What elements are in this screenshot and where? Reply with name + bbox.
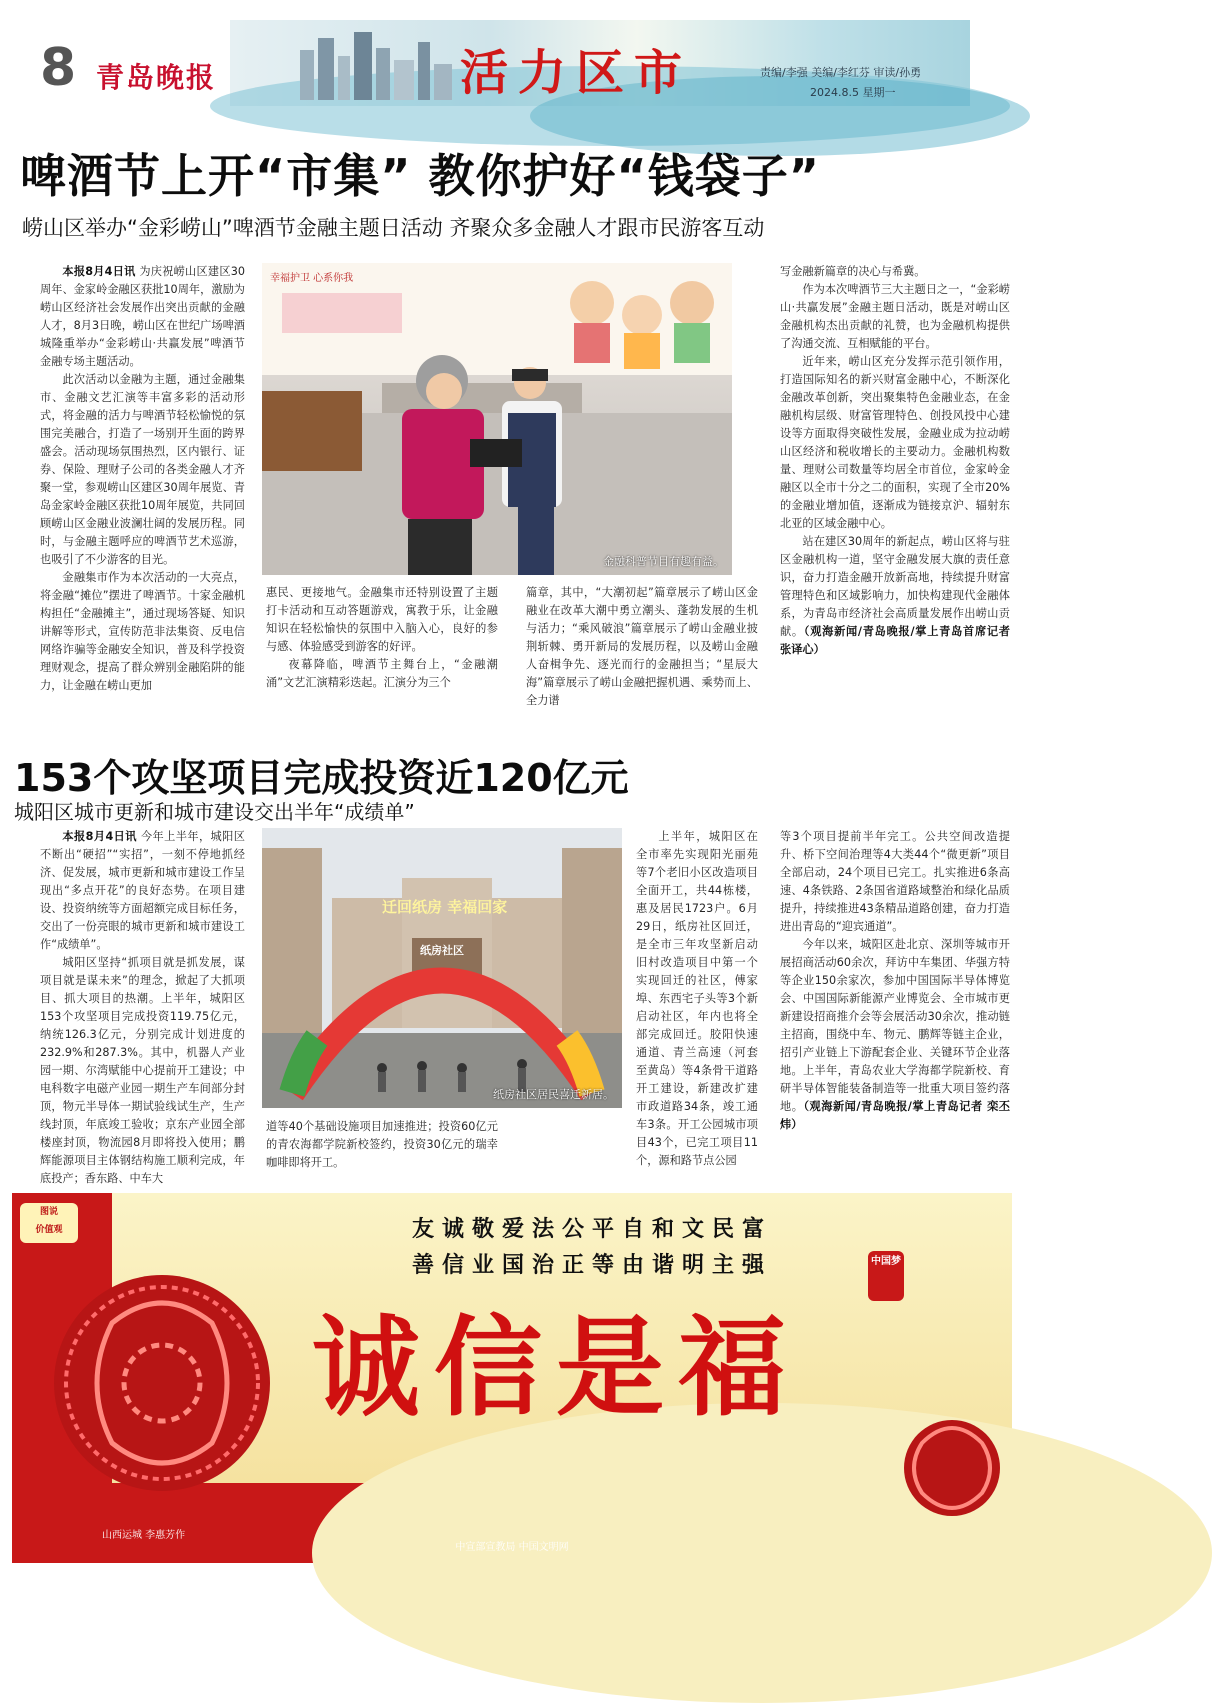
papercut-small-artwork: [902, 1403, 1002, 1533]
values-line-1: 友诚敬爱法公平自和文民富: [412, 1216, 773, 1242]
paragraph-text: 等3个项目提前半年完工。公共空间改造提升、桥下空间治理等4大类44个“微更新”项目全部启动，24个项目已完工。扎实推进6条高速、4条铁路、2条国省道路域整治和绿化品质提升，持续推进43条精品道路创建，奋力打造进出青岛的“迎宾通道”。: [780, 830, 1010, 933]
dateline: 本报8月4日讯: [62, 265, 136, 278]
ad-slogan: 诚信是福: [312, 1306, 801, 1431]
article2-subhead: 城阳区城市更新和城市建设交出半年“成绩单”: [14, 800, 415, 824]
article2-headline: 153个攻坚项目完成投资近120亿元: [14, 756, 629, 800]
ad-cream-arc: [312, 1403, 1212, 1703]
article2-byline: （观海新闻/青岛晚报/掌上青岛记者 栾丕炜）: [780, 1100, 1010, 1131]
paragraph: [40, 569, 245, 695]
masthead: [0, 0, 1024, 115]
paragraph: [780, 263, 1010, 281]
section-title: 活力区市: [460, 45, 693, 101]
paragraph-text: 近年来，崂山区充分发挥示范引领作用，打造国际知名的新兴财富金融中心，不断深化金融改革创新，突出聚集特色金融业态，在金融机构层级、财富管理特色、创投风投中心建设等方面取得突破性发展，金融业成为拉动崂山区经济和税收增长的主要动力。金融机构数量、理财公司数量等均居全市首位，金家岭金融区以全市十分之二的面积，实现了全市20%的金融业增加值，逐渐成为链接京沪、辐射东北亚的区域金融中心。: [780, 355, 1010, 530]
public-service-ad: [12, 1193, 1012, 1563]
paragraph-text: 上半年，城阳区在全市率先实现阳光丽苑等7个老旧小区改造项目全面开工，共44栋楼，惠及居民1723户。6月29日，纸房社区回迁，是全市三年攻坚新启动旧村改造项目中第一个实现回迁的社区，傅家埠、东西宅子头等3个新启动社区，年内也将全部完成回迁。胶阳快速通道、青兰高速（河套至黄岛）等4条骨干道路开工建设，新建改扩建市政道路34条，竣工通车3条。开工公园城市项目43个，已完工项目11个，源和路节点公园: [636, 830, 758, 1167]
logo-top-text: 图说: [39, 1207, 58, 1217]
article1-column-2: [266, 584, 498, 714]
paragraph: [780, 353, 1010, 533]
paragraph-text: 篇章，其中，“大潮初起”篇章展示了崂山区金融业在改革大潮中勇立潮头、蓬勃发展的生机与活力；“乘风破浪”篇章展示了崂山金融业披荆斩棘、勇开新局的发展历程，以及崂山金融人奋楫争先、逐光而行的金融担当；“星辰大海”篇章展示了崂山金融把握机遇、乘势而上、全力谱: [526, 586, 758, 707]
newspaper-name: 青岛晚报: [96, 61, 217, 94]
article1-column-1: [40, 263, 245, 711]
paragraph-text: 作为本次啤酒节三大主题日之一，“金彩崂山·共赢发展”金融主题日活动，既是对崂山区金融机构杰出贡献的礼赞，也为金融机构提供了沟通交流、互相赋能的平台。: [780, 283, 1010, 350]
paragraph-text: 夜幕降临，啤酒节主舞台上，“金融潮涌”文艺汇演精彩迭起。汇演分为三个: [266, 658, 498, 689]
paragraph-text: 此次活动以金融为主题，通过金融集市、金融文艺汇演等丰富多彩的活动形式，将金融的活力与啤酒节轻松愉悦的氛围完美融合，打造了一场别开生面的跨界盛会。活动现场氛围热烈，区内银行、证券、保险、理财子公司的各类金融人才齐聚一堂，参观崂山区建区30周年展览、青岛金家岭金融区获批10周年展览，共同回顾崂山区金融业波澜壮阔的发展历程。同时，与金融主题呼应的啤酒节艺术巡游，也吸引了不少游客的目光。: [40, 373, 245, 566]
paragraph: [266, 1118, 498, 1172]
paragraph: [40, 371, 245, 569]
issue-date: 2024.8.5 星期一: [810, 86, 896, 99]
paragraph: [780, 828, 1010, 936]
paragraph-text: 城阳区坚持“抓项目就是抓发展，谋项目就是谋未来”的理念，掀起了大抓项目、抓大项目的热潮。上半年，城阳区153个攻坚项目完成投资119.75亿元，纳统126.3亿元，分别完成计划进度的232.9%和287.3%。其中，机器人产业园一期、尔湾赋能中心提前开工建设；中电科数字电磁产业园一期生产车间部分封顶，物元半导体一期试验线试生产，生产线封顶，年底竣工验收；京东产业园全部楼座封顶，物流园8月即将投入使用；鹏辉能源项目主体钢结构施工顺利完成，年底投产；香东路、中车大: [40, 956, 245, 1185]
paragraph-text: 写金融新篇章的决心与希冀。: [780, 265, 926, 278]
paragraph: [636, 828, 758, 1170]
paragraph: [780, 533, 1010, 659]
values-line-2: 善信业国治正等由谐明主强: [412, 1252, 773, 1278]
artist-credit: 山西运城 李惠芳作: [102, 1530, 186, 1541]
screen-text: 幸福护卫 心系你我: [270, 273, 354, 284]
paragraph-text: 道等40个基础设施项目加速推进；投资60亿元的青农海都学院新校签约，投资30亿元的瑞幸咖啡即将开工。: [266, 1120, 498, 1169]
article2-column-3: [636, 828, 758, 1178]
photo-scene: [262, 828, 622, 1108]
paragraph-text: 金融集市作为本次活动的一大亮点，将金融“摊位”摆进了啤酒节。十家金融机构担任“金融摊主”，通过现场答疑、知识讲解等形式，宣传防范非法集资、反电信网络诈骗等金融安全知识，普及科学投资理财观念，提高了群众辨别金融陷阱的能力，让金融在崂山更加: [40, 571, 245, 692]
paragraph: [40, 263, 245, 371]
photo-caption: 金融科普节目有趣有益。: [603, 555, 724, 568]
article1-subhead: 崂山区举办“金彩崂山”啤酒节金融主题日活动 齐聚众多金融人才跟市民游客互动: [22, 216, 765, 240]
editor-credits: 责编/李强 美编/李红芬 审读/孙勇: [760, 66, 922, 79]
paragraph-text: 今年上半年，城阳区不断出“硬招”“实招”，一刻不停地抓经济、促发展，城市更新和城市建设工作呈现出“多点开花”的良好态势。在项目建设、投资纳统等方面超额完成目标任务，交出了一份亮眼的城市更新和城市建设工作“成绩单”。: [40, 830, 245, 951]
skyline-illustration: [290, 30, 460, 100]
dateline: 本报8月4日讯: [62, 830, 137, 843]
paragraph: [40, 954, 245, 1188]
article1-column-3: [526, 584, 758, 714]
article1-byline: （观海新闻/青岛晚报/掌上青岛首席记者 张译心）: [780, 625, 1010, 656]
arch-banner-text: 迁回纸房 幸福回家: [382, 898, 508, 916]
core-values-logo: [20, 1203, 78, 1243]
paragraph: [780, 936, 1010, 1134]
logo-bottom-text: 价值观: [35, 1225, 63, 1235]
paragraph-text: 为庆祝崂山区建区30周年、金家岭金融区获批10周年，激励为崂山区经济社会发展作出突出贡献的金融人才，8月3日晚，崂山区在世纪广场啤酒城隆重举办“金彩崂山·共赢发展”啤酒节金融专场主题活动。: [40, 265, 245, 368]
paragraph-text: 今年以来，城阳区赴北京、深圳等城市开展招商活动60余次，拜访中车集团、华强方特等企业150余家次，参加中国国际半导体博览会、中国国际新能源产业博览会、全市城市更新建设招商推介会等会展活动30余次，推动链主招商，围绕中车、物元、鹏辉等链主企业，招引产业链上下游配套企业、关键环节企业落地。上半年，青岛农业大学海都学院新校、育研半导体智能装备制造等一批重大项目签约落地。: [780, 938, 1010, 1113]
section-banner: [230, 20, 970, 106]
paragraph-text: 站在建区30周年的新起点，崂山区将与驻区金融机构一道，坚守金融发展大旗的责任意识，奋力打造金融开放新高地，持续提升财富管理特色和区域影响力，加快构建现代金融体系，为青岛市经济社会高质量发展作出崂山贡献。: [780, 535, 1010, 638]
article2-column-2: [266, 1118, 498, 1178]
article1-headline: 啤酒节上开“市集” 教你护好“钱袋子”: [20, 149, 820, 203]
photo-caption: 纸房社区居民喜迁新居。: [493, 1088, 614, 1101]
gate-sign-text: 纸房社区: [420, 944, 464, 957]
paragraph-text: 惠民、更接地气。金融集市还特别设置了主题打卡活动和互动答题游戏，寓教于乐，让金融知识在轻松愉快的氛围中入脑入心，良好的参与感、体验感受到游客的好评。: [266, 586, 498, 653]
paragraph: [526, 584, 758, 710]
article2-photo: [262, 828, 622, 1108]
article2-column-1: [40, 828, 245, 1185]
article1-column-4: [780, 263, 1010, 713]
article2-column-4: [780, 828, 1010, 1178]
photo-scene: [262, 263, 732, 575]
article1-photo: [262, 263, 732, 575]
paragraph: [266, 584, 498, 656]
red-seal: 中国梦: [868, 1251, 904, 1301]
ad-sponsor-footer: 中宣部宣教局 中国文明网: [455, 1542, 569, 1553]
papercut-artwork: [52, 1263, 272, 1503]
paragraph: [780, 281, 1010, 353]
paragraph: [266, 656, 498, 692]
page-number: 8: [40, 38, 77, 98]
paragraph: [40, 828, 245, 954]
core-values-text: [412, 1211, 832, 1283]
